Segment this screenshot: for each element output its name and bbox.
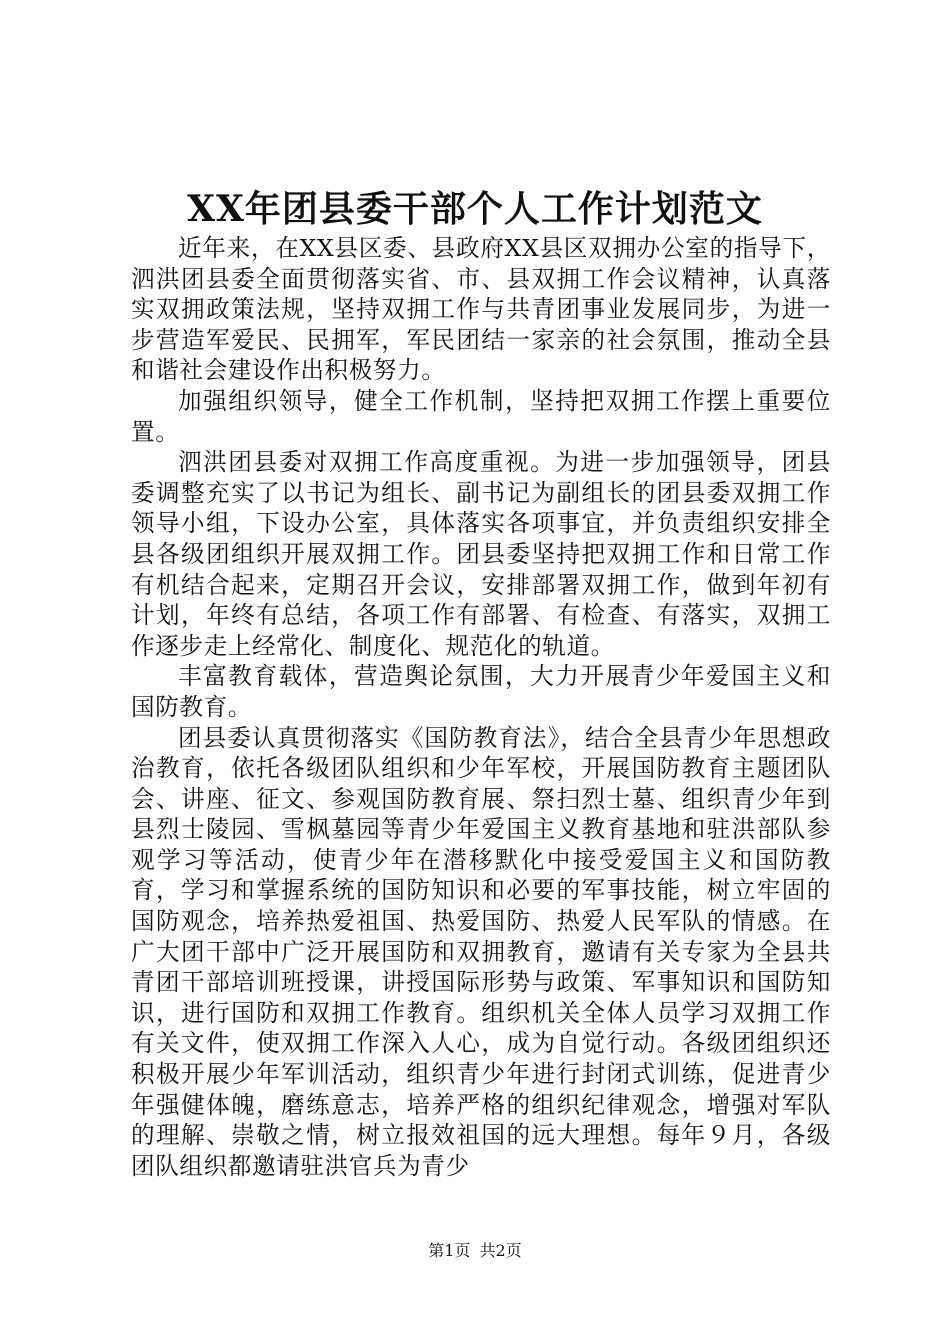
page-footer xyxy=(0,1240,950,1262)
document-title: XX年团县委干部个人工作计划范文 xyxy=(187,188,763,230)
paragraph-organization: 泗洪团县委对双拥工作高度重视。为进一步加强领导，团县委调整充实了以书记为组长、副书记为副组长的团县委双拥工作领导小组，下设办公室，具体落实各项事宜，并负责组织安排全县各级团组织开展双拥工作。团县委坚持把双拥工作和日常工作有机结合起来，定期召开会议，安排部署双拥工作，做到年初有计划，年终有总结，各项工作有部署、有检查、有落实，双拥工作逐步走上经常化、制度化、规范化的轨道。 xyxy=(131,448,831,660)
document-body xyxy=(131,233,831,1181)
paragraph-intro: 近年来，在XX县区委、县政府XX县区双拥办公室的指导下，泗洪团县委全面贯彻落实省、市、县双拥工作会议精神，认真落实双拥政策法规，坚持双拥工作与共青团事业发展同步，为进一步营造军爱民、民拥军，军民团结一家亲的社会氛围，推动全县和谐社会建设作出积极努力。 xyxy=(131,234,831,385)
paragraph-heading-organization: 加强组织领导，健全工作机制，坚持把双拥工作摆上重要位置。 xyxy=(131,386,831,446)
paragraph-heading-education: 丰富教育载体，营造舆论氛围，大力开展青少年爱国主义和国防教育。 xyxy=(131,662,831,721)
page-number-total: 共2页 xyxy=(479,1241,522,1260)
page-number-current: 第1页 xyxy=(428,1241,471,1260)
paragraph-education: 团县委认真贯彻落实《国防教育法》，结合全县青少年思想政治教育，依托各级团队组织和少年军校，开展国防教育主题团队会、讲座、征文、参观国防教育展、祭扫烈士墓、组织青少年到县烈士陵园、雪枫墓园等青少年爱国主义教育基地和驻洪部队参观学习等活动，使青少年在潜移默化中接受爱国主义和国防教育，学习和掌握系统的国防知识和必要的军事技能，树立牢固的国防观念，培养热爱祖国、热爱国防、热爱人民军队的情感。在广大团干部中广泛开展国防和双拥教育，邀请有关专家为全县共青团干部培训班授课，讲授国际形势与政策、军事知识和国防知识，进行国防和双拥工作教育。组织机关全体人员学习双拥工作有关文件，使双拥工作深入人心，成为自觉行动。各级团组织还积极开展少年军训活动，组织青少年进行封闭式训练，促进青少年强健体魄，磨练意志，培养严格的组织纪律观念，增强对军队的理解、崇敬之情，树立报效祖国的远大理想。每年９月，各级团队组织都邀请驻洪官兵为青少 xyxy=(131,723,831,1180)
